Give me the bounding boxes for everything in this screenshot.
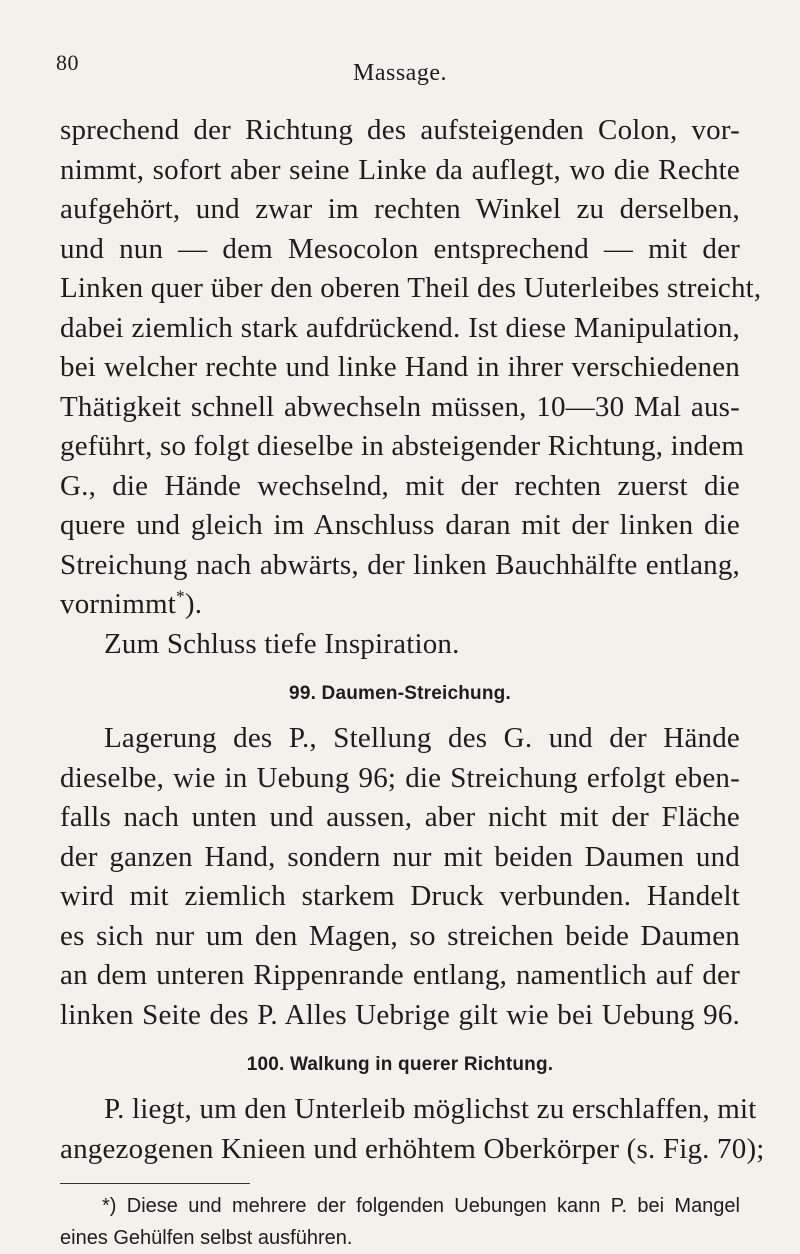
section-heading: 99. Daumen-Streichung.	[289, 683, 511, 704]
text-line: der ganzen Hand, sondern nur mit beiden Daumen und	[60, 840, 740, 873]
text-line: linken Seite des P. Alles Uebrige gilt wie bei Uebung 96.	[60, 998, 740, 1031]
text-line: sprechend der Richtung des aufsteigenden Colon, vor-	[60, 114, 740, 146]
paragraph	[60, 1090, 765, 1169]
text-line: Linken quer über den oberen Theil des Uuterleibes streicht,	[60, 272, 762, 304]
footnote-line: eines Gehülfen selbst ausführen.	[60, 1227, 353, 1249]
text-fragment: vornimmt	[60, 588, 176, 620]
text-line: geführt, so folgt dieselbe in absteigender Richtung, indem	[60, 430, 745, 462]
paragraph	[60, 111, 762, 625]
text-line	[60, 585, 740, 625]
footnote	[60, 1190, 740, 1254]
text-line: an dem unteren Rippenrande entlang, namentlich auf der	[60, 959, 740, 991]
text-line: Zum Schluss tiefe Inspiration.	[104, 627, 460, 660]
section-heading: 100. Walkung in querer Richtung.	[246, 1054, 554, 1075]
paragraph	[60, 625, 740, 665]
text-line: bei welcher rechte und linke Hand in ihrer verschiedenen	[60, 351, 740, 383]
text-line: und nun — dem Mesocolon entsprechend — mit der	[60, 232, 740, 265]
footnote-divider	[60, 1183, 250, 1184]
text-line: wird mit ziemlich starkem Druck verbunden. Handelt	[60, 880, 740, 912]
paragraph	[60, 719, 740, 1035]
text-line: quere und gleich im Anschluss daran mit der linken die	[60, 509, 740, 541]
text-line: dabei ziemlich stark aufdrückend. Ist diese Manipulation,	[60, 311, 740, 344]
text-line: nimmt, sofort aber seine Linke da auflegt, wo die Rechte	[60, 153, 740, 186]
running-head: Massage.	[353, 60, 447, 86]
text-line: Streichung nach abwärts, der linken Bauchhälfte entlang,	[60, 548, 740, 581]
text-line: angezogenen Knieen und erhöhtem Oberkörper (s. Fig. 70);	[60, 1132, 765, 1165]
text-line: G., die Hände wechselnd, mit der rechten zuerst die	[60, 469, 740, 502]
footnote-line: *) Diese und mehrere der folgenden Uebungen kann P. bei Mangel	[102, 1195, 740, 1217]
text-line: aufgehört, und zwar im rechten Winkel zu derselben,	[60, 193, 740, 225]
page-number: 80	[56, 50, 79, 75]
text-line: P. liegt, um den Unterleib möglichst zu erschlaffen, mit	[104, 1093, 757, 1125]
footnote-marker[interactable]: *	[176, 586, 185, 607]
text-fragment: ).	[184, 588, 203, 620]
text-line: Lagerung des P., Stellung des G. und der Hände	[104, 722, 740, 754]
text-line: dieselbe, wie in Uebung 96; die Streichung erfolgt eben-	[60, 761, 740, 794]
text-line: falls nach unten und aussen, aber nicht mit der Fläche	[60, 801, 740, 833]
text-line: Thätigkeit schnell abwechseln müssen, 10—30 Mal aus-	[60, 390, 740, 423]
page-body	[60, 111, 765, 1254]
text-line: es sich nur um den Magen, so streichen beide Daumen	[60, 919, 740, 952]
